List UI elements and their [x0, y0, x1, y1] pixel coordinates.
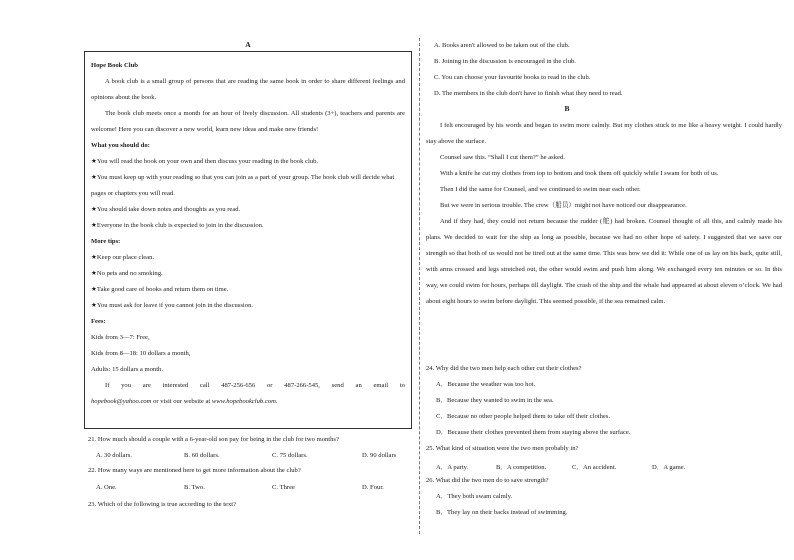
passage-b-paragraph: With a knife he cut my clothes from top to bottom and took them off quickly while I swam for both of us.: [440, 170, 719, 177]
contact-end: .: [275, 398, 278, 405]
q21-option-c[interactable]: C. 75 dollars.: [272, 452, 308, 459]
q21-option-d[interactable]: D. 90 dollars: [362, 452, 397, 459]
tip-item: ★No pets and no smoking.: [91, 270, 163, 277]
contact-line-2: [91, 394, 405, 410]
q23-option-a[interactable]: A. Books aren't allowed to be taken out of the club.: [434, 42, 570, 49]
q24-option-d[interactable]: D．Because their clothes prevented them from staying above the surface.: [436, 429, 631, 436]
should-item: ★You will read the book on your own and then discuss your reading in the book club.: [91, 158, 319, 165]
question-21: 21. How much should a couple with a 6-year-old son pay for being in the club for two months?: [88, 436, 339, 443]
q25-option-b[interactable]: B．A competition.: [496, 464, 547, 471]
fee-item: Kids from 3—7: Free,: [91, 334, 150, 341]
contact-line: If you are interested call 487-256-656 or 487-266-545, send an email to: [105, 382, 405, 389]
contact-website[interactable]: www.hopebookclub.com: [211, 398, 276, 405]
passage-b-label: B: [564, 104, 570, 113]
q25-option-d[interactable]: D．A game.: [652, 464, 686, 471]
tip-item: ★You must ask for leave if you cannot join in the discussion.: [91, 302, 254, 309]
intro-paragraph-2: The book club meets once a month for an hour of lively discussion. All students (3+), teachers and parents are welcome! Here you can discover a new world, learn new ideas and make new friends!: [91, 110, 405, 133]
q22-option-c[interactable]: C. Three: [272, 484, 295, 491]
q23-option-b[interactable]: B. Joining in the discussion is encouraged in the club.: [434, 58, 576, 65]
should-item: ★You must keep up with your reading so that you can join as a part of your group. The book club will decide what pages or chapters you will read.: [91, 174, 395, 197]
passage-a-label: A: [245, 40, 251, 49]
question-26: 26. What did the two men do to save strength?: [426, 477, 549, 484]
question-23: 23. Which of the following is true according to the text?: [88, 501, 237, 508]
fee-item: Kids from 8—18: 10 dollars a month,: [91, 350, 191, 357]
question-22: 22. How many ways are mentioned here to get more information about the club?: [88, 467, 301, 474]
q24-option-c[interactable]: C．Because no other people helped them to take off their clothes.: [436, 413, 611, 420]
question-25: 25. What kind of situation were the two men probably in?: [426, 445, 579, 452]
fees-heading: Fees:: [91, 318, 106, 325]
tip-item: ★Take good care of books and return them on time.: [91, 286, 229, 293]
q25-option-c[interactable]: C．An accident.: [572, 464, 617, 471]
should-heading: What you should do:: [91, 142, 150, 149]
passage-b-paragraph: And if they had, they could not return because the rudder (舵) had broken. Counsel thought of all this, and calmly made his plans. We decided to wait for the ship as long as possible, because we had no other hope of safety. I suggested that we save our strength so that both of us would not be tired out at the same time. This was how we did it: While one of us lay on his back, quite still, with arms crossed and legs stretched out, the other would swim and push him along. We exchanged every ten minutes or so. In this way, we could swim for hours, perhaps till daylight. The crash of the ship and the whale had appeared at about eleven o’clock. We had about eight hours to swim before daylight. This seemed possible, if the sea remained calm.: [426, 218, 782, 305]
passage-b-paragraph: I felt encouraged by his words and began to swim more calmly. But my clothes stuck to me like a heavy weight. I could hardly stay above the surface.: [426, 122, 782, 145]
q22-option-d[interactable]: D. Four.: [362, 484, 384, 491]
passage-b-body: [426, 118, 782, 310]
q23-option-d[interactable]: D. The members in the club don't have to finish what they need to read.: [434, 90, 623, 97]
should-item: ★You should take down notes and thoughts as you read.: [91, 206, 241, 213]
q22-option-a[interactable]: A. One.: [96, 484, 117, 491]
club-name: Hope Book Club: [91, 62, 138, 69]
q26-option-a[interactable]: A．They both swam calmly.: [436, 493, 513, 500]
fee-item: Adults: 15 dollars a month.: [91, 366, 163, 373]
q26-option-b[interactable]: B．They lay on their backs instead of swimming.: [436, 509, 568, 516]
q24-option-a[interactable]: A．Because the weather was too hot.: [436, 381, 536, 388]
column-divider: [419, 38, 420, 534]
q23-option-c[interactable]: C. You can choose your favourite books to read in the club.: [434, 74, 591, 81]
contact-email[interactable]: hopebook@yahoo.com: [91, 398, 152, 405]
passage-a-box: [84, 51, 412, 429]
q22-option-b[interactable]: B. Two.: [184, 484, 205, 491]
should-item: ★Everyone in the book club is expected to join in the discussion.: [91, 222, 264, 229]
question-24: 24. Why did the two men help each other cut their clothes?: [426, 365, 582, 372]
tip-item: ★Keep our place clean.: [91, 254, 155, 261]
passage-b-paragraph: Then I did the same for Counsel, and we continued to swim near each other.: [440, 186, 641, 193]
intro-paragraph-1: A book club is a small group of persons that are reading the same book in order to share different feelings and opinions about the book.: [91, 78, 405, 101]
q25-option-a[interactable]: A．A party.: [436, 464, 469, 471]
passage-b-paragraph: Counsel saw this. “Shall I cut them?” he asked.: [440, 154, 565, 161]
contact-mid: or visit our website at: [151, 398, 212, 405]
q21-option-a[interactable]: A. 30 dollars.: [96, 452, 132, 459]
tips-heading: More tips:: [91, 238, 121, 245]
passage-b-paragraph: But we were in serious trouble. The crew（船员）might not have noticed our disappearance.: [440, 202, 687, 209]
q24-option-b[interactable]: B．Because they wanted to swim in the sea.: [436, 397, 554, 404]
q21-option-b[interactable]: B. 60 dollars.: [184, 452, 220, 459]
